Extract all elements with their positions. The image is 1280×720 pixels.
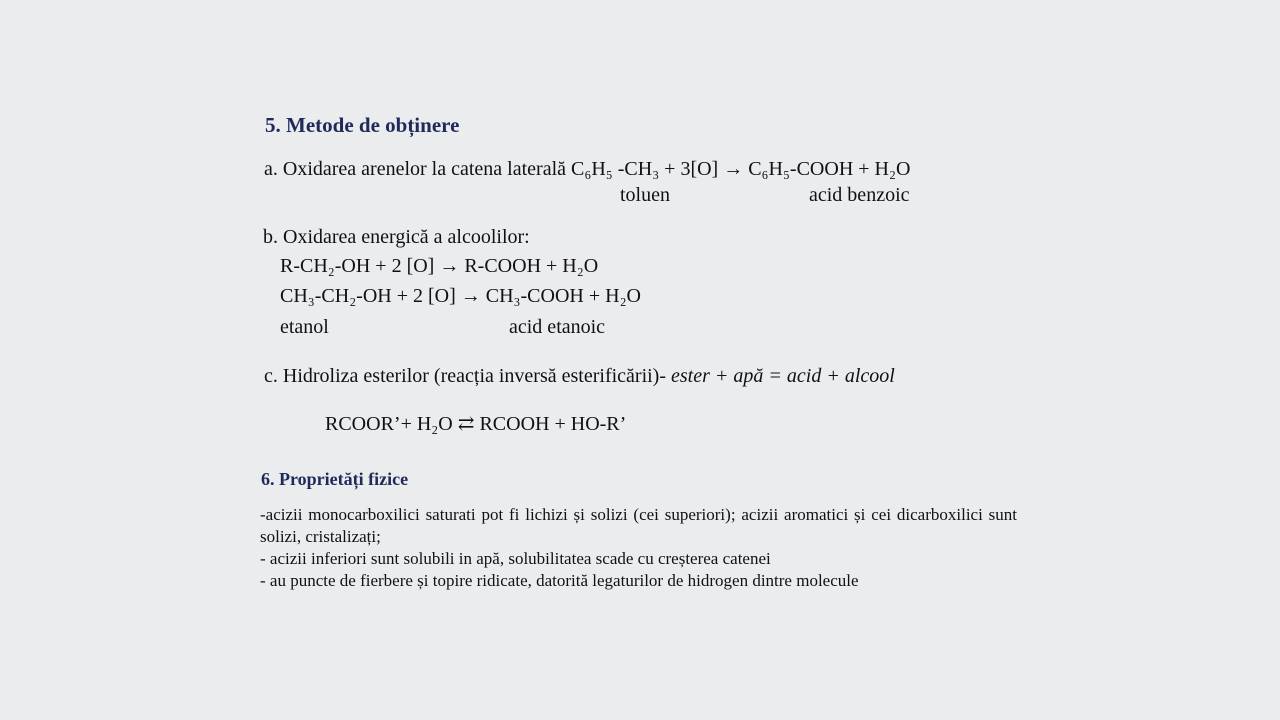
method-c-label-italic: ester + apă = acid + alcool — [671, 365, 895, 387]
properties-line-3: - au puncte de fierbere și topire ridicate, datorită legaturilor de hidrogen dintre molecule — [260, 571, 859, 590]
method-b-label: b. Oxidarea energică a alcoolilor: — [263, 226, 530, 248]
method-b-equation-2: CH₃-CH₂-OH + 2 [O] → CH₃-COOH + H₂O — [280, 285, 641, 307]
method-a-product-name: acid benzoic — [809, 184, 910, 206]
method-a-equation: C₆H₅ -CH₃ + 3[O] → C₆H₅-COOH + H₂O — [571, 158, 911, 180]
method-b-equation-1: R-CH₂-OH + 2 [O] → R-COOH + H₂O — [280, 255, 599, 277]
method-c-equation: RCOOR’+ H₂O ⇄ RCOOH + HO-R’ — [325, 413, 627, 435]
method-a-reactant-name: toluen — [620, 184, 670, 206]
method-b-product-name: acid etanoic — [509, 316, 606, 338]
method-c-line — [264, 364, 895, 388]
method-b-reactant-name: etanol — [280, 316, 329, 338]
properties-paragraph-1: -acizii monocarboxilici saturati pot fi lichizi și solizi (cei superiori); acizii aromatici și cei dicarboxilici sunt solizi, cristalizați; — [260, 505, 1017, 546]
section-5-title: 5. Metode de obținere — [265, 113, 460, 137]
section-6-title: 6. Proprietăți fizice — [261, 469, 409, 489]
properties-line-2: - acizii inferiori sunt solubili in apă, solubilitatea scade cu creșterea catenei — [260, 549, 771, 568]
method-c-label: c. Hidroliza esterilor (reacția inversă esterificării)- — [264, 365, 667, 387]
method-a-label: a. Oxidarea arenelor la catena laterală — [264, 158, 567, 180]
method-a-line — [264, 157, 910, 181]
